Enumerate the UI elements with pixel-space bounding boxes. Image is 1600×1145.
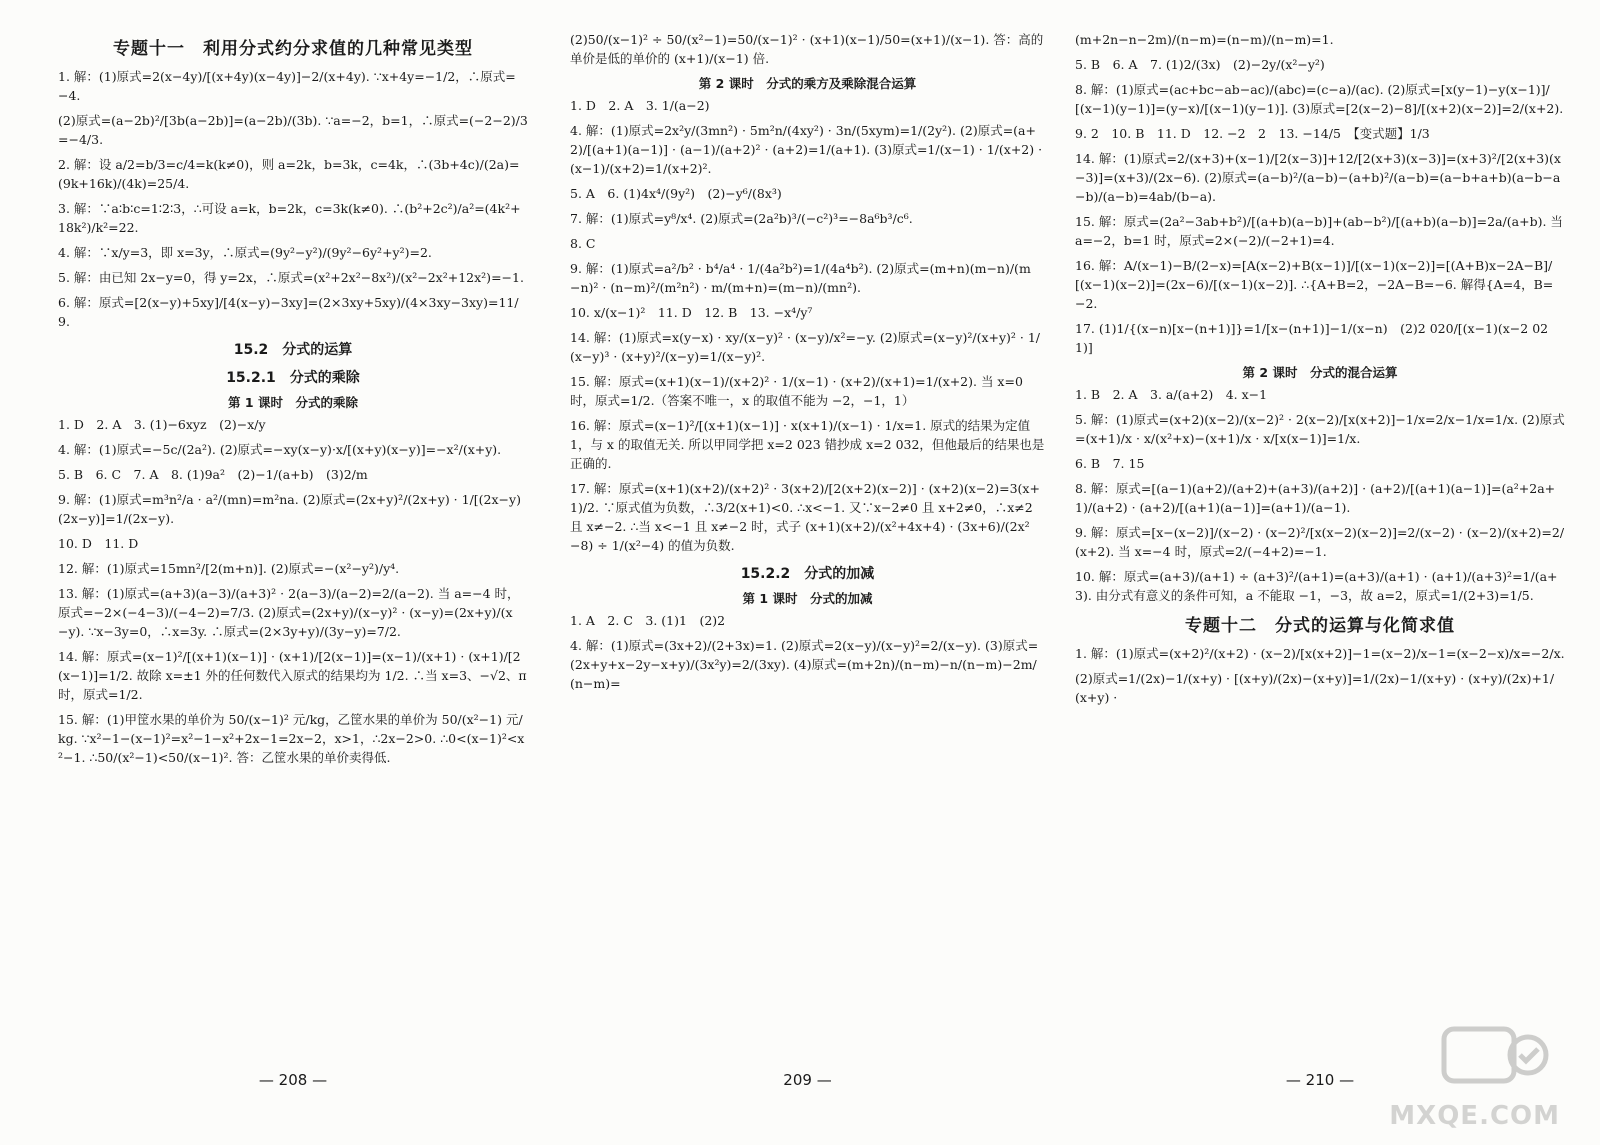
- answer-badge-icon: [1440, 1021, 1550, 1091]
- answer-line: 3. 解：∵a∶b∶c=1∶2∶3，∴可设 a=k，b=2k，c=3k(k≠0). ∴(b²+2c²)/a²=(4k²+18k²)/k²=22.: [58, 201, 521, 235]
- answers-continued: [570, 30, 1045, 68]
- answer-line: 10. x/(x−1)² 11. D 12. B 13. −x⁴/y⁷: [570, 305, 813, 320]
- answer-line: 1. 解：(1)原式=(x+2)²/(x+2) · (x−2)/[x(x+2)]−1=(x−2)/x−1=(x−2−x)/x=−2/x.: [1075, 646, 1565, 661]
- answer-line: 1. D 2. A 3. (1)−6xyz (2)−x/y: [58, 417, 266, 432]
- answer-line: 4. 解：(1)原式=2x²y/(3mn²) · 5m²n/(4xy²) · 3n/(5xym)=1/(2y²). (2)原式=(a+2)/[(a+1)(a−1)] · (a−1)/(a+2)² · (a+2)=1/(a+1). (3)原式=1/(x−1) · 1/(x+2) · (x−1)/(x+2)=1/(x+2)².: [570, 123, 1043, 176]
- subsection-heading: 15.2.1 分式的乘除: [226, 370, 360, 386]
- answer-line: 1. D 2. A 3. 1/(a−2): [570, 98, 710, 113]
- answer-line: 14. 解：(1)原式=2/(x+3)+(x−1)/[2(x−3)]+12/[2(x+3)(x−3)]=(x+3)²/[2(x+3)(x−3)]=(x+3)/(2x−6). (2)原式=(a−b)²/(a−b)−(a+b)²/(a−b)=(a−b+a+b)(a−b−a−b)/(a−b)=4ab/(b−a).: [1075, 151, 1561, 204]
- answer-line: 16. 解：A/(x−1)−B/(2−x)=[A(x−2)+B(x−1)]/[(x−1)(x−2)]=[(A+B)x−2A−B]/[(x−1)(x−2)]=(2x−6)/[(x−1)(x−2)]. ∴{A+B=2，−2A−B=−6. 解得{A=4，B=−2.: [1075, 258, 1554, 311]
- topic-heading-12: 专题十二 分式的运算与化简求值: [1185, 616, 1455, 636]
- lesson-heading: 第 2 课时 分式的乘方及乘除混合运算: [698, 76, 917, 91]
- answer-line: 9. 解：(1)原式=m³n²/a · a²/(mn)=m²na. (2)原式=(2x+y)²/(2x+y) · 1/[(2x−y)(2x−y)]=1/(2x−y).: [58, 492, 521, 526]
- answer-line: 9. 解：(1)原式=a²/b² · b⁴/a⁴ · 1/(4a²b²)=1/(4a⁴b²). (2)原式=(m+n)(m−n)/(m−n)² · (n−m)²/(m²n²) · m/(m+n)=(m−n)/(mn²).: [570, 261, 1031, 295]
- lesson-heading: 第 2 课时 分式的混合运算: [1242, 365, 1398, 380]
- answer-line: 4. 解：∵x/y=3，即 x=3y，∴原式=(9y²−y²)/(9y²−6y²+y²)=2.: [58, 245, 432, 260]
- answer-line: 6. 解：原式=[2(x−y)+5xy]/[4(x−y)−3xy]=(2×3xy+5xy)/(4×3xy−3xy)=11/9.: [58, 295, 519, 329]
- topic-heading-11: 专题十一 利用分式约分求值的几种常见类型: [113, 39, 473, 59]
- answer-line: 9. 2 10. B 11. D 12. −2 2 13. −14/5 【变式题】1/3: [1075, 126, 1430, 141]
- answer-line: 9. 解：原式=[x−(x−2)]/(x−2) · (x−2)²/[x(x−2)(x−2)]=2/(x−2) · (x−2)/(x+2)=2/(x+2). 当 x=−4 时，原式=2/(−4+2)=−1.: [1075, 525, 1565, 559]
- answer-line: 16. 解：原式=(x−1)²/[(x+1)(x−1)] · x(x+1)/(x−1) · 1/x=1. 原式的结果为定值 1，与 x 的取值无关. 所以甲同学把 x=2 023 错抄成 x=2 032，但他最后的结果也是正确的.: [570, 418, 1045, 471]
- answer-line: 12. 解：(1)原式=15mn²/[2(m+n)]. (2)原式=−(x²−y²)/y⁴.: [58, 561, 400, 576]
- answer-line: 6. B 7. 15: [1075, 456, 1145, 471]
- answers-mixed: [1075, 385, 1565, 605]
- answer-line: 8. C: [570, 236, 596, 251]
- answer-line: (2)50/(x−1)² ÷ 50/(x²−1)=50/(x−1)² · (x+1)(x−1)/50=(x+1)/(x−1). 答：高的单价是低的单价的 (x+1)/(x−1) 倍.: [570, 32, 1044, 66]
- page-208: [48, 0, 538, 1145]
- answer-line: 15. 解：原式=(x+1)(x−1)/(x+2)² · 1/(x−1) · (x+2)/(x+1)=1/(x+2). 当 x=0 时，原式=1/2.（答案不唯一，x 的取值不能为 −2，−1，1）: [570, 374, 1023, 408]
- answer-line: 17. (1)1/{(x−n)[x−(n+1)]}=1/[x−(n+1)]−1/(x−n) (2)2 020/[(x−1)(x−2 021)]: [1075, 321, 1549, 355]
- answer-line: 10. 解：原式=(a+3)/(a+1) ÷ (a+3)²/(a+1)=(a+3)/(a+1) · (a+1)/(a+3)²=1/(a+3). 由分式有意义的条件可知，a 不能取 −1，−3，故 a=2，原式=1/(2+3)=1/5.: [1075, 569, 1558, 603]
- page-number: — 210 —: [1285, 1071, 1355, 1089]
- answer-line: 1. B 2. A 3. a/(a+2) 4. x−1: [1075, 387, 1268, 402]
- answer-line: 1. 解：(1)原式=2(x−4y)/[(x+4y)(x−4y)]−2/(x+4y). ∵x+4y=−1/2，∴原式=−4.: [58, 69, 516, 103]
- answer-line: 17. 解：原式=(x+1)(x+2)/(x+2)² · 3(x+2)/[2(x+2)(x−2)] · (x+2)(x−2)=3(x+1)/2. ∵原式值为负数，∴3/2(x+1)<0. ∴x<−1. 又∵x−2≠0 且 x+2≠0，∴x≠2 且 x≠−2. ∴当 x<−1 且 x≠−2 时，式子 (x+1)(x+2)/(x²+4x+4) · (3x+6)/(2x²−8) ÷ 1/(x²−4) 的值为负数.: [570, 481, 1040, 553]
- answer-line: 5. B 6. C 7. A 8. (1)9a² (2)−1/(a+b) (3)2/m: [58, 467, 368, 482]
- answers-topic-11: [58, 67, 528, 331]
- answers-lesson-1: [58, 415, 528, 767]
- answer-line: 7. 解：(1)原式=y⁸/x⁴. (2)原式=(2a²b)³/(−c²)³=−8a⁶b³/c⁶.: [570, 211, 913, 226]
- answer-line: 5. A 6. (1)4x⁴/(9y²) (2)−y⁶/(8x³): [570, 186, 782, 201]
- answer-line: 8. 解：原式=[(a−1)(a+2)/(a+2)+(a+3)/(a+2)] · (a+2)/[(a+1)(a−1)]=(a²+2a+1)/(a+2) · (a+2)/[(a+1)(a−1)]=(a+1)/(a−1).: [1075, 481, 1556, 515]
- lesson-heading: 第 1 课时 分式的乘除: [228, 395, 358, 410]
- answers-addition: [570, 611, 1045, 693]
- answers-lesson-2: [570, 96, 1045, 555]
- answer-line: 1. A 2. C 3. (1)1 (2)2: [570, 613, 726, 628]
- page-210: [1065, 0, 1575, 1145]
- section-heading: 15.2.2 分式的加减: [740, 566, 875, 582]
- answer-line: 13. 解：(1)原式=(a+3)(a−3)/(a+3)² · 2(a−3)/(a−2)=2/(a−2). 当 a=−4 时，原式=−2×(−4−3)/(−4−2)=7/3. (2)原式=(2x+y)/(x−y)² · (x−y)=(2x+y)/(x−y). ∵x−3y=0，∴x=3y. ∴原式=(2×3y+y)/(3y−y)=7/2.: [58, 586, 520, 639]
- answer-line: 4. 解：(1)原式=(3x+2)/(2+3x)=1. (2)原式=2(x−y)/(x−y)²=2/(x−y). (3)原式=(2x+y+x−2y−x+y)/(3x²y)=2/(3xy). (4)原式=(m+2n)/(n−m)−n/(n−m)−2m/(n−m)=: [570, 638, 1039, 691]
- lesson-heading: 第 1 课时 分式的加减: [742, 591, 873, 606]
- answer-line: (2)原式=1/(2x)−1/(x+y) · [(x+y)/(2x)−(x+y)]=1/(2x)−1/(x+y) · (x+y)/(2x)+1/(x+y) ·: [1075, 671, 1555, 705]
- page-number: 209 —: [783, 1071, 832, 1089]
- answer-line: 5. 解：由已知 2x−y=0，得 y=2x，∴原式=(x²+2x²−8x²)/(x²−2x²+12x²)=−1.: [58, 270, 524, 285]
- answer-line: 4. 解：(1)原式=−5c/(2a²). (2)原式=−xy(x−y)·x/[(x+y)(x−y)]=−x²/(x+y).: [58, 442, 502, 457]
- answer-line: 2. 解：设 a/2=b/3=c/4=k(k≠0)，则 a=2k，b=3k，c=4k，∴(3b+4c)/(2a)=(9k+16k)/(4k)=25/4.: [58, 157, 520, 191]
- answer-line: 14. 解：原式=(x−1)²/[(x+1)(x−1)] · (x+1)/[2(x−1)]=(x−1)/(x+1) · (x+1)/[2(x−1)]=1/2. 故除 x=±1 外的任何数代入原式的结果均为 1/2. ∴当 x=3、−√2、π 时，原式=1/2.: [58, 649, 527, 702]
- answer-line: 5. 解：(1)原式=(x+2)(x−2)/(x−2)² · 2(x−2)/[x(x+2)]−1/x=2/x−1/x=1/x. (2)原式=(x+1)/x · x/(x²+x)−(x+1)/x · x/[x(x−1)]=1/x.: [1075, 412, 1565, 446]
- answer-line: 8. 解：(1)原式=(ac+bc−ab−ac)/(abc)=(c−a)/(ac). (2)原式=[x(y−1)−y(x−1)]/[(x−1)(y−1)]=(y−x)/[(x−1)(y−1)]. (3)原式=[2(x−2)−8]/[(x+2)(x−2)]=2/(x+2).: [1075, 82, 1564, 116]
- answer-line: (2)原式=(a−2b)²/[3b(a−2b)]=(a−2b)/(3b). ∵a=−2，b=1，∴原式=(−2−2)/3=−4/3.: [58, 113, 528, 147]
- answers-topic-12: [1075, 644, 1565, 707]
- answers-addition-continued: [1075, 30, 1565, 357]
- answer-line: 5. B 6. A 7. (1)2/(3x) (2)−2y/(x²−y²): [1075, 57, 1325, 72]
- answer-line: (m+2n−n−2m)/(n−m)=(n−m)/(n−m)=1.: [1075, 32, 1334, 47]
- section-heading: 15.2 分式的运算: [233, 342, 353, 358]
- answer-line: 14. 解：(1)原式=x(y−x) · xy/(x−y)² · (x−y)/x²=−y. (2)原式=(x−y)²/(x+y)² · 1/(x−y)³ · (x+y)²/(x−y)=1/(x−y)².: [570, 330, 1041, 364]
- answer-line: 15. 解：(1)甲筐水果的单价为 50/(x−1)² 元/kg，乙筐水果的单价为 50/(x²−1) 元/kg. ∵x²−1−(x−1)²=x²−1−x²+2x−1=2x−2，x>1，∴2x−2>0. ∴0<(x−1)²<x²−1. ∴50/(x²−1)<50/(x−1)². 答：乙筐水果的单价卖得低.: [58, 712, 525, 765]
- page-209: [560, 0, 1055, 1145]
- watermark: [1360, 1021, 1560, 1131]
- answer-line: 15. 解：原式=(2a²−3ab+b²)/[(a+b)(a−b)]+(ab−b²)/[(a+b)(a−b)]=2a/(a+b). 当 a=−2，b=1 时，原式=2×(−2)/(−2+1)=4.: [1075, 214, 1563, 248]
- watermark-text: MXQE.COM: [1389, 1101, 1560, 1131]
- answer-line: 10. D 11. D: [58, 536, 139, 551]
- page-number: — 208 —: [258, 1071, 328, 1089]
